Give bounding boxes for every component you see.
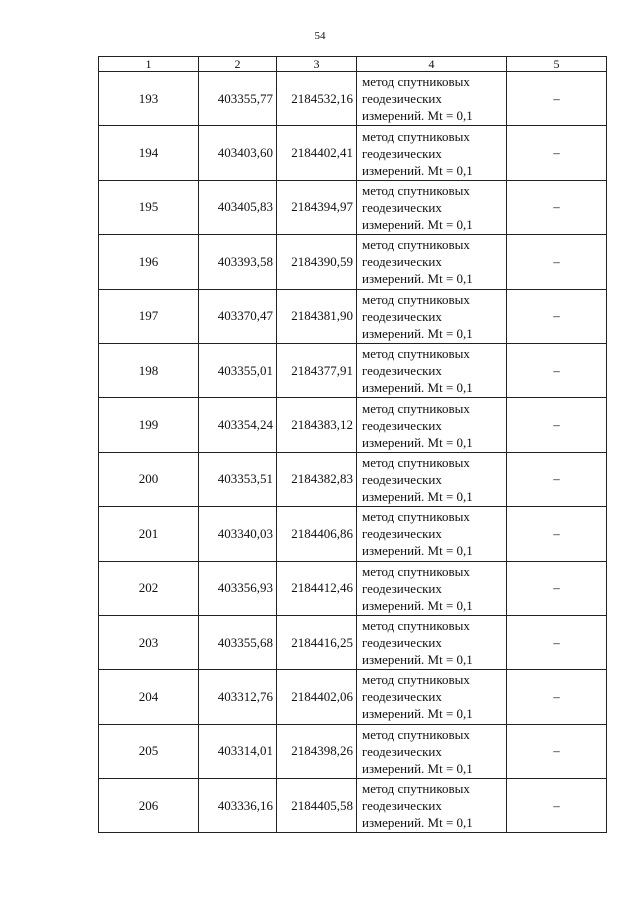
- x-coordinate-cell: 403312,76: [199, 670, 277, 724]
- header-col-5: 5: [507, 57, 607, 72]
- method-line: метод спутниковых: [362, 291, 470, 307]
- y-coordinate-cell: 2184383,12: [277, 398, 357, 452]
- table-row: [99, 398, 607, 452]
- table-row: [99, 507, 607, 561]
- table-body: [99, 72, 607, 833]
- point-number-cell: 203: [99, 615, 199, 669]
- method-line: геодезических: [362, 254, 442, 270]
- note-cell: –: [507, 289, 607, 343]
- method-cell: [357, 343, 507, 397]
- note-cell: –: [507, 235, 607, 289]
- header-col-4: 4: [357, 57, 507, 72]
- method-line: измерений. Mt = 0,1: [362, 162, 473, 178]
- method-line: метод спутниковых: [362, 672, 470, 688]
- x-coordinate-cell: 403336,16: [199, 779, 277, 833]
- y-coordinate-cell: 2184405,58: [277, 779, 357, 833]
- method-line: геодезических: [362, 91, 442, 107]
- point-number-cell: 195: [99, 180, 199, 234]
- y-coordinate-cell: 2184394,97: [277, 180, 357, 234]
- y-coordinate-cell: 2184402,41: [277, 126, 357, 180]
- y-coordinate-cell: 2184532,16: [277, 72, 357, 126]
- point-number-cell: 204: [99, 670, 199, 724]
- method-line: метод спутниковых: [362, 400, 470, 416]
- method-line: измерений. Mt = 0,1: [362, 380, 473, 396]
- page-number: 54: [314, 30, 326, 42]
- note-cell: –: [507, 670, 607, 724]
- x-coordinate-cell: 403353,51: [199, 452, 277, 506]
- method-line: метод спутниковых: [362, 563, 470, 579]
- method-line: метод спутниковых: [362, 781, 470, 797]
- table-row: [99, 126, 607, 180]
- method-line: геодезических: [362, 471, 442, 487]
- method-line: измерений. Mt = 0,1: [362, 597, 473, 613]
- header-col-2: 2: [199, 57, 277, 72]
- table-row: [99, 615, 607, 669]
- method-line: геодезических: [362, 417, 442, 433]
- table-row: [99, 235, 607, 289]
- method-line: измерений. Mt = 0,1: [362, 216, 473, 232]
- point-number-cell: 193: [99, 72, 199, 126]
- method-line: измерений. Mt = 0,1: [362, 325, 473, 341]
- x-coordinate-cell: 403340,03: [199, 507, 277, 561]
- table-row: [99, 343, 607, 397]
- method-cell: [357, 507, 507, 561]
- point-number-cell: 198: [99, 343, 199, 397]
- method-line: геодезических: [362, 145, 442, 161]
- y-coordinate-cell: 2184398,26: [277, 724, 357, 778]
- table-row: [99, 670, 607, 724]
- method-cell: [357, 779, 507, 833]
- y-coordinate-cell: 2184406,86: [277, 507, 357, 561]
- x-coordinate-cell: 403355,68: [199, 615, 277, 669]
- method-line: измерений. Mt = 0,1: [362, 108, 473, 124]
- method-cell: [357, 180, 507, 234]
- header-col-3: 3: [277, 57, 357, 72]
- table-row: [99, 779, 607, 833]
- method-line: геодезических: [362, 580, 442, 596]
- point-number-cell: 196: [99, 235, 199, 289]
- x-coordinate-cell: 403405,83: [199, 180, 277, 234]
- y-coordinate-cell: 2184412,46: [277, 561, 357, 615]
- method-line: геодезических: [362, 526, 442, 542]
- point-number-cell: 202: [99, 561, 199, 615]
- table-row: [99, 289, 607, 343]
- note-cell: –: [507, 126, 607, 180]
- point-number-cell: 197: [99, 289, 199, 343]
- table-row: [99, 561, 607, 615]
- point-number-cell: 201: [99, 507, 199, 561]
- point-number-cell: 206: [99, 779, 199, 833]
- method-line: измерений. Mt = 0,1: [362, 652, 473, 668]
- method-cell: [357, 561, 507, 615]
- method-cell: [357, 615, 507, 669]
- method-cell: [357, 235, 507, 289]
- method-cell: [357, 398, 507, 452]
- note-cell: –: [507, 72, 607, 126]
- method-line: измерений. Mt = 0,1: [362, 434, 473, 450]
- note-cell: –: [507, 615, 607, 669]
- method-line: метод спутниковых: [362, 182, 470, 198]
- method-line: измерений. Mt = 0,1: [362, 543, 473, 559]
- note-cell: –: [507, 561, 607, 615]
- x-coordinate-cell: 403393,58: [199, 235, 277, 289]
- method-line: измерений. Mt = 0,1: [362, 815, 473, 831]
- method-line: геодезических: [362, 635, 442, 651]
- note-cell: –: [507, 452, 607, 506]
- table-row: [99, 452, 607, 506]
- method-cell: [357, 289, 507, 343]
- note-cell: –: [507, 343, 607, 397]
- note-cell: –: [507, 724, 607, 778]
- point-number-cell: 205: [99, 724, 199, 778]
- note-cell: –: [507, 398, 607, 452]
- x-coordinate-cell: 403355,01: [199, 343, 277, 397]
- method-line: метод спутниковых: [362, 128, 470, 144]
- method-cell: [357, 72, 507, 126]
- table-header-row: [99, 57, 607, 72]
- method-line: измерений. Mt = 0,1: [362, 271, 473, 287]
- method-line: геодезических: [362, 308, 442, 324]
- method-line: метод спутниковых: [362, 237, 470, 253]
- y-coordinate-cell: 2184382,83: [277, 452, 357, 506]
- method-line: метод спутниковых: [362, 454, 470, 470]
- method-line: геодезических: [362, 798, 442, 814]
- method-cell: [357, 452, 507, 506]
- method-line: метод спутниковых: [362, 726, 470, 742]
- y-coordinate-cell: 2184416,25: [277, 615, 357, 669]
- note-cell: –: [507, 507, 607, 561]
- method-line: геодезических: [362, 363, 442, 379]
- y-coordinate-cell: 2184377,91: [277, 343, 357, 397]
- method-cell: [357, 126, 507, 180]
- table-row: [99, 180, 607, 234]
- point-number-cell: 200: [99, 452, 199, 506]
- y-coordinate-cell: 2184381,90: [277, 289, 357, 343]
- note-cell: –: [507, 180, 607, 234]
- method-line: измерений. Mt = 0,1: [362, 760, 473, 776]
- x-coordinate-cell: 403370,47: [199, 289, 277, 343]
- table-row: [99, 72, 607, 126]
- note-cell: –: [507, 779, 607, 833]
- x-coordinate-cell: 403354,24: [199, 398, 277, 452]
- point-number-cell: 194: [99, 126, 199, 180]
- method-cell: [357, 724, 507, 778]
- method-line: измерений. Mt = 0,1: [362, 706, 473, 722]
- coordinates-table: [98, 56, 607, 833]
- method-line: геодезических: [362, 743, 442, 759]
- method-line: метод спутниковых: [362, 346, 470, 362]
- method-line: метод спутниковых: [362, 618, 470, 634]
- x-coordinate-cell: 403314,01: [199, 724, 277, 778]
- table-row: [99, 724, 607, 778]
- method-line: геодезических: [362, 689, 442, 705]
- method-line: метод спутниковых: [362, 74, 470, 90]
- x-coordinate-cell: 403356,93: [199, 561, 277, 615]
- header-col-1: 1: [99, 57, 199, 72]
- x-coordinate-cell: 403355,77: [199, 72, 277, 126]
- method-cell: [357, 670, 507, 724]
- method-line: измерений. Mt = 0,1: [362, 488, 473, 504]
- y-coordinate-cell: 2184390,59: [277, 235, 357, 289]
- x-coordinate-cell: 403403,60: [199, 126, 277, 180]
- method-line: геодезических: [362, 199, 442, 215]
- point-number-cell: 199: [99, 398, 199, 452]
- method-line: метод спутниковых: [362, 509, 470, 525]
- y-coordinate-cell: 2184402,06: [277, 670, 357, 724]
